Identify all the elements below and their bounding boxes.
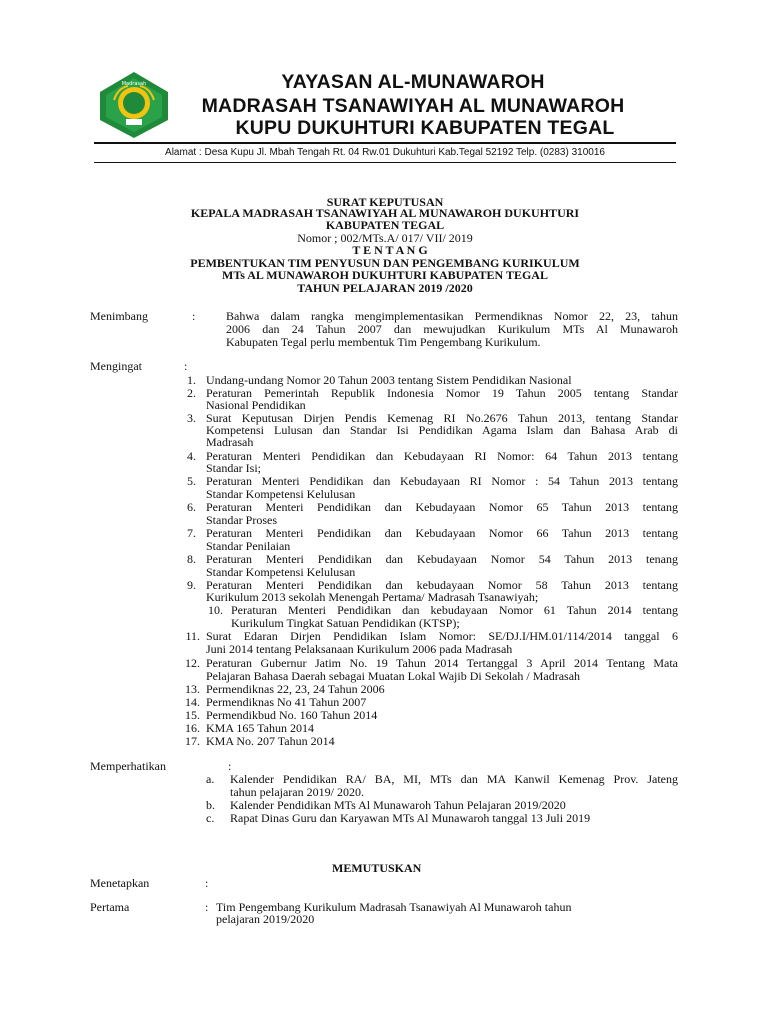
list-number: 17. [185,734,200,748]
list-number: 16. [185,721,200,735]
list-number: 15. [185,708,200,722]
list-item: Permendiknas No 41 Tahun 2007 [206,695,367,709]
list-item-cont: Standar Proses [206,513,277,527]
list-item: Surat Edaran Dirjen Pendidikan Islam Nomor: SE/DJ.I/HM.01/114/2014 tanggal 6 [206,629,678,643]
list-item: Kalender Pendidikan MTs Al Munawaroh Tahun Pelajaran 2019/2020 [230,798,566,812]
list-item-cont: Pelajaran Bahasa Daerah sebagai Muatan Lokal Wajib Di Sekolah / Madrasah [206,669,581,683]
decree-about: T E N T A N G [352,243,428,257]
list-item-cont: Standar Penilaian [206,539,291,553]
list-item: KMA No. 207 Tahun 2014 [206,734,335,748]
list-item: Peraturan Pemerintah Republik Indonesia Nomor 19 Tahun 2005 tentang Standar [206,386,678,400]
list-item: Peraturan Menteri Pendidikan dan Kebudayaan Nomor 66 Tahun 2013 tentang [206,526,678,540]
list-letter: c. [206,811,215,825]
header-school-name: MADRASAH TSANAWIYAH AL MUNAWAROH [201,95,625,117]
list-item: Permendikbud No. 160 Tahun 2014 [206,708,378,722]
menimbang-line: Kabupaten Tegal perlu membentuk Tim Pengembang Kurikulum. [226,335,541,349]
pertama-text-cont: pelajaran 2019/2020 [216,912,315,926]
decree-title: SURAT KEPUTUSAN [326,195,444,209]
list-number: 14. [185,695,200,709]
list-item-cont: Standar Kompetensi Kelulusan [206,487,356,501]
list-number: 13. [185,682,200,696]
list-item-cont: Kurikulum 2013 sekolah Menengah Pertama/ Madrasah Tsanawiyah; [206,590,539,604]
menimbang-line: Bahwa dalam rangka mengimplementasikan Permendiknas Nomor 22, 23, tahun [226,309,678,323]
decree-number: Nomor ; 002/MTs.A/ 017/ VII/ 2019 [297,231,473,245]
menimbang-label: Menimbang [90,309,148,323]
memutuskan-heading: MEMUTUSKAN [332,861,422,875]
list-number: 5. [187,474,196,488]
list-item: Undang-undang Nomor 20 Tahun 2003 tentang Sistem Pendidikan Nasional [206,373,572,387]
list-number: 9. [187,578,196,592]
list-item: Peraturan Menteri Pendidikan dan kebudayaan Nomor 58 Tahun 2013 tentang [206,578,678,592]
list-item: Kalender Pendidikan RA/ BA, MI, MTs dan MA Kanwil Kemenag Prov. Jateng [230,772,678,786]
header-divider-thick [94,142,676,144]
decree-subject-school: MTs AL MUNAWAROH DUKUHTURI KABUPATEN TEGAL [222,268,548,282]
list-item: Surat Keputusan Dirjen Pendis Kemenag RI No.2676 Tahun 2013, tentang Standar [206,411,678,425]
menetapkan-label: Menetapkan [90,876,150,890]
list-item-cont: Kurikulum Tingkat Satuan Pendidikan (KTSP); [231,616,460,630]
list-item-cont: Madrasah [206,435,254,449]
list-item: Rapat Dinas Guru dan Karyawan MTs Al Munawaroh tanggal 13 Juli 2019 [230,811,591,825]
list-number: 12. [185,656,200,670]
decree-issuer-region: KABUPATEN TEGAL [325,218,445,232]
svg-text:Madrasah: Madrasah [121,81,147,87]
list-item-cont: Juni 2014 tentang Pelaksanaan Kurikulum 2006 pada Madrasah [206,642,513,656]
list-number: 2. [187,386,196,400]
header-address: Alamat : Desa Kupu Jl. Mbah Tengah Rt. 04 Rw.01 Dukuhturi Kab.Tegal 52192 Telp. (0283) 310016 [165,147,605,158]
header-divider-thin [94,162,676,163]
list-item: Peraturan Gubernur Jatim No. 19 Tahun 2014 Tertanggal 3 April 2014 Tentang Mata [206,656,678,670]
list-number: 3. [187,411,196,425]
list-item-cont: Kompetensi Lulusan dan Standar Isi Pendidikan Agama Islam dan Bahasa Arab di [206,423,678,437]
decree-subject: PEMBENTUKAN TIM PENYUSUN DAN PENGEMBANG KURIKULUM [190,256,580,270]
list-item-cont: Nasional Pendidikan [206,398,306,412]
list-letter: a. [206,772,215,786]
list-item: Peraturan Menteri Pendidikan dan Kebudayaan Nomor 54 Tahun 2013 tenang [206,552,678,566]
decree-school-year: TAHUN PELAJARAN 2019 /2020 [297,281,473,295]
menetapkan-colon: : [205,876,209,890]
list-item: Peraturan Menteri Pendidikan dan kebudayaan Nomor 61 Tahun 2014 tentang [231,603,678,617]
list-item: Permendiknas 22, 23, 24 Tahun 2006 [206,682,385,696]
list-item: Peraturan Menteri Pendidikan dan Kebudayaan RI Nomor: 64 Tahun 2013 tentang [206,449,678,463]
list-number: 10. [208,603,223,617]
list-item: Peraturan Menteri Pendidikan dan Kebudayaan Nomor 65 Tahun 2013 tentang [206,500,678,514]
mengingat-label: Mengingat [90,359,142,373]
madrasah-logo [94,70,174,140]
decree-issuer: KEPALA MADRASAH TSANAWIYAH AL MUNAWAROH DUKUHTURI [190,206,580,220]
list-number: 8. [187,552,196,566]
header-foundation-name: YAYASAN AL-MUNAWAROH [281,71,545,93]
list-item: Peraturan Menteri Pendidikan dan Kebudayaan RI Nomor : 54 Tahun 2013 tentang [206,474,678,488]
list-number: 1. [187,373,196,387]
list-number: 6. [187,500,196,514]
list-item-cont: tahun pelajaran 2019/ 2020. [230,785,364,799]
pertama-label: Pertama [90,900,130,914]
list-item-cont: Standar Kompetensi Kelulusan [206,565,356,579]
memperhatikan-label: Memperhatikan [90,759,166,773]
pertama-text: Tim Pengembang Kurikulum Madrasah Tsanawiyah Al Munawaroh tahun [216,900,572,914]
menimbang-line: 2006 dan 24 Tahun 2007 dan mewujudkan Kurikulum MTs Al Munawaroh [226,322,678,336]
menimbang-colon: : [192,309,196,323]
header-location: KUPU DUKUHTURI KABUPATEN TEGAL [235,117,615,139]
list-item-cont: Standar Isi; [206,461,261,475]
list-number: 4. [187,449,196,463]
list-number: 7. [187,526,196,540]
memperhatikan-colon: : [228,759,232,773]
pertama-colon: : [205,900,209,914]
list-item: KMA 165 Tahun 2014 [206,721,314,735]
list-number: 11. [185,629,200,643]
list-letter: b. [206,798,215,812]
mengingat-colon: : [184,359,188,373]
